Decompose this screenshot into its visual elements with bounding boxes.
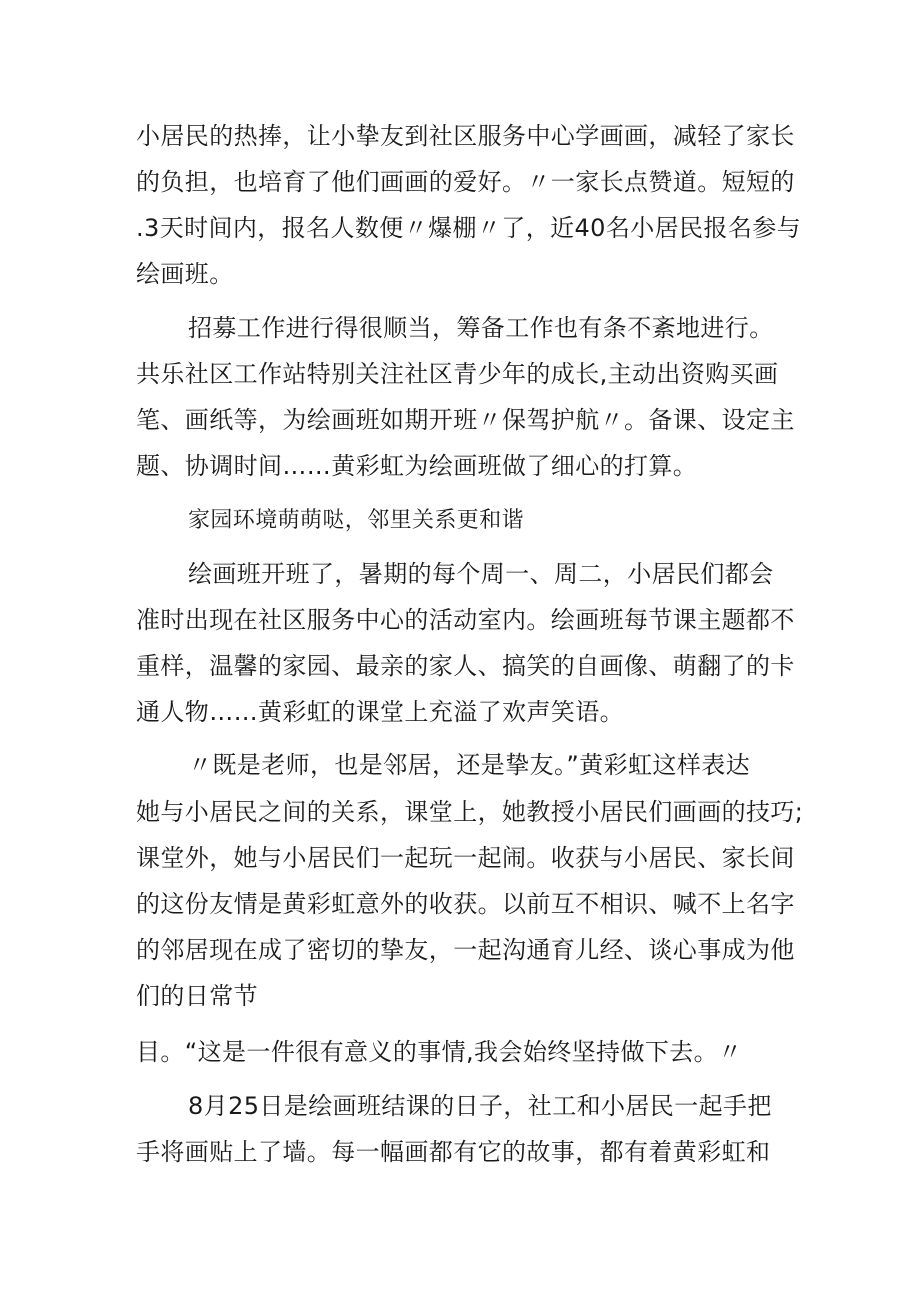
paragraph-line: 的负担，也培育了他们画画的爱好。〃一家长点赞道。短短的 [136,168,795,196]
paragraph-line: 绘画班。 [136,260,234,288]
paragraph-line: 们的日常节 [136,982,258,1010]
paragraph-line: 重样，温馨的家园、最亲的家人、搞笑的自画像、萌翻了的卡 [136,652,795,680]
paragraph-line: 小居民的热捧，让小挚友到社区服务中心学画画，减轻了家长 [136,122,795,150]
paragraph-line: 〃既是老师，也是邻居，还是挚友。”黄彩虹这样表达 [188,751,751,779]
paragraph-line: 的邻居现在成了密切的挚友，一起沟通育儿经、谈心事成为他 [136,936,795,964]
paragraph-line: 8月25日是绘画班结课的日子，社工和小居民一起手把 [188,1092,772,1120]
paragraph-line: 题、协调时间……黄彩虹为绘画班做了细心的打算。 [136,452,698,480]
paragraph-line: 的这份友情是黄彩虹意外的收获。以前互不相识、喊不上名字 [136,890,795,918]
paragraph-line: .3天时间内，报名人数便〃爆棚〃了，近40名小居民报名参与 [136,214,802,242]
paragraph-line: 她与小居民之间的关系，课堂上，她教授小居民们画画的技巧; [136,798,804,826]
paragraph-line: 笔、画纸等，为绘画班如期开班〃保驾护航〃。备课、设定主 [136,406,795,434]
paragraph-line: 目。“这是一件很有意义的事情,我会始终坚持做下去。〃 [136,1038,743,1066]
paragraph-line: 课堂外，她与小居民们一起玩一起闹。收获与小居民、家长间 [136,844,795,872]
paragraph-line: 招募工作进行得很顺当，筹备工作也有条不紊地进行。 [188,314,774,342]
paragraph-line: 准时出现在社区服务中心的活动室内。绘画班每节课主题都不 [136,606,795,634]
paragraph-line: 通人物……黄彩虹的课堂上充溢了欢声笑语。 [136,698,624,726]
section-heading: 家园环境萌萌哒，邻里关系更和谐 [188,508,525,533]
paragraph-line: 共乐社区工作站特别关注社区青少年的成长,主动出资购买画 [136,360,779,388]
paragraph-line: 手将画贴上了墙。每一幅画都有它的故事，都有着黄彩虹和 [136,1138,771,1166]
paragraph-line: 绘画班开班了，暑期的每个周一、周二，小居民们都会 [188,560,774,588]
